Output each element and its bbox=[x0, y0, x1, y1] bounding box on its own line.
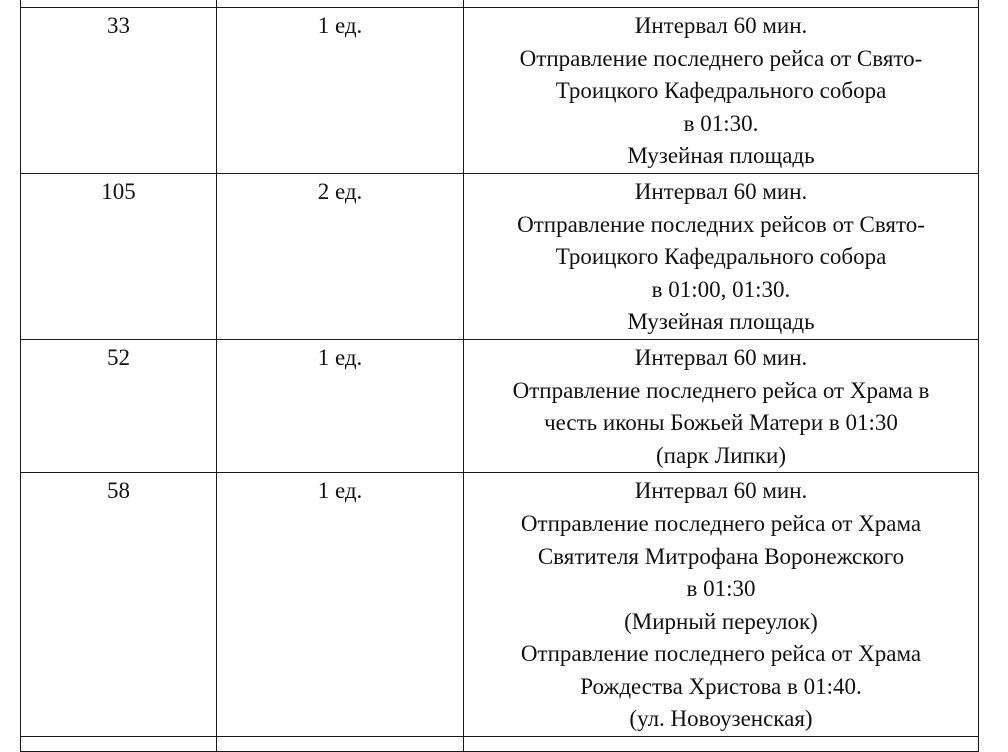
table-row bbox=[21, 173, 979, 339]
route-number-cell: 105 bbox=[21, 173, 217, 339]
table-cell-cut bbox=[217, 737, 464, 752]
vehicle-count-cell: 2 ед. bbox=[217, 173, 464, 339]
table-row-cut-bottom bbox=[21, 737, 979, 752]
info-line: Интервал 60 мин. bbox=[634, 478, 808, 504]
table-cell-cut bbox=[21, 737, 217, 752]
info-line: Отправление последнего рейса от Храма в bbox=[512, 377, 930, 403]
table-row bbox=[21, 339, 979, 472]
info-line: (ул. Новоузенская) bbox=[629, 706, 813, 732]
info-line: (парк Липки) bbox=[656, 442, 786, 468]
vehicle-count-cell: 1 ед. bbox=[217, 339, 464, 472]
info-line: (Мирный переулок) bbox=[624, 608, 818, 634]
table-row bbox=[21, 473, 979, 737]
info-line: Интервал 60 мин. bbox=[634, 344, 808, 370]
info-line: Отправление последнего рейса от Храма bbox=[520, 510, 922, 536]
info-line: Интервал 60 мин. bbox=[634, 13, 808, 38]
route-number-cell: 58 bbox=[21, 473, 217, 737]
info-line: Рождества Христова в 01:40. bbox=[580, 673, 862, 699]
route-number-cell: 52 bbox=[21, 339, 217, 472]
schedule-info-cell bbox=[464, 173, 979, 339]
info-line: в 01:30 bbox=[686, 576, 756, 602]
info-line: Музейная площадь bbox=[627, 143, 815, 169]
info-line: Отправление последних рейсов от Свято- bbox=[517, 211, 925, 237]
info-line: Интервал 60 мин. bbox=[634, 178, 808, 204]
schedule-info-cell bbox=[464, 8, 979, 174]
info-line: в 01:00, 01:30. bbox=[651, 276, 791, 302]
vehicle-count-cell: 1 ед. bbox=[217, 473, 464, 737]
table-row-cut-top bbox=[21, 0, 979, 8]
table-cell-cut bbox=[464, 0, 979, 8]
info-line: Музейная площадь bbox=[627, 309, 815, 335]
table-cell-cut bbox=[464, 737, 979, 752]
table-row bbox=[21, 8, 979, 174]
schedule-info-cell bbox=[464, 473, 979, 737]
info-line: Троицкого Кафедрального собора bbox=[555, 78, 887, 104]
bus-schedule-table bbox=[20, 0, 979, 752]
table-cell-cut bbox=[21, 0, 217, 8]
info-line: в 01:30. bbox=[683, 110, 759, 136]
info-line: Отправление последнего рейса от Храма bbox=[520, 641, 922, 667]
info-line: Отправление последнего рейса от Свято- bbox=[519, 45, 923, 71]
info-line: Святителя Митрофана Воронежского bbox=[537, 543, 905, 569]
info-line: честь иконы Божьей Матери в 01:30 bbox=[544, 410, 898, 436]
schedule-info-cell bbox=[464, 339, 979, 472]
route-number-cell: 33 bbox=[21, 8, 217, 174]
table-cell-cut bbox=[217, 0, 464, 8]
info-line: Троицкого Кафедрального собора bbox=[555, 244, 887, 270]
vehicle-count-cell: 1 ед. bbox=[217, 8, 464, 174]
